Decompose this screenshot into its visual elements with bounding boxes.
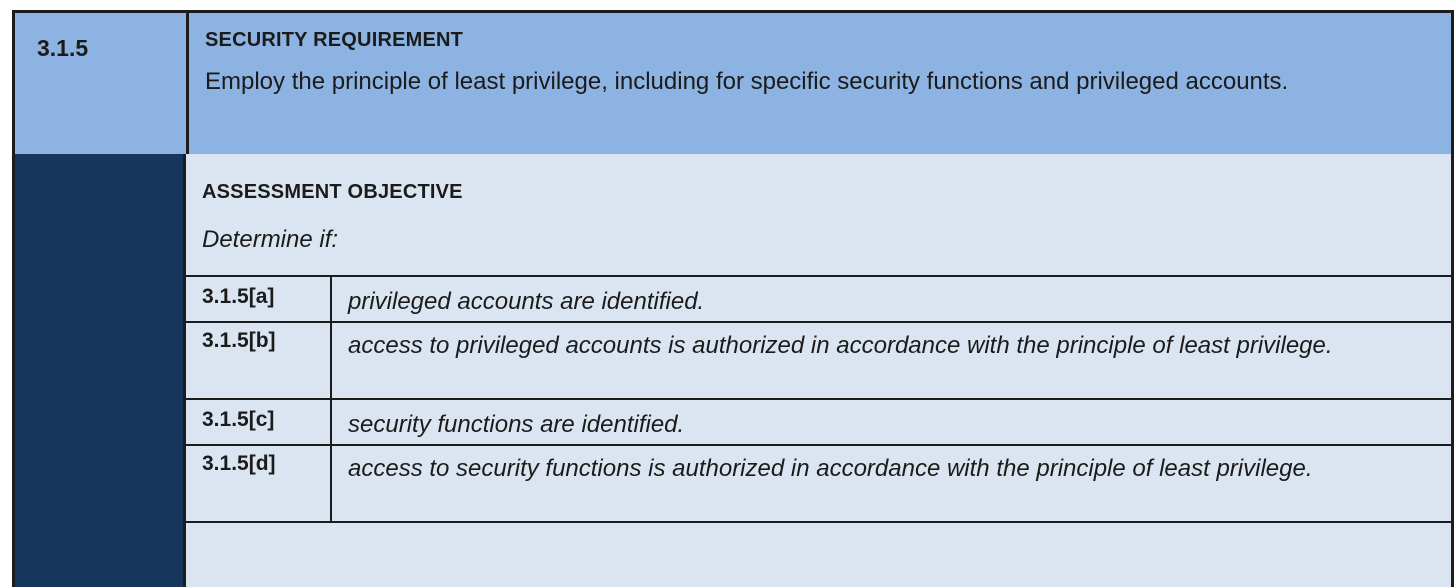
- control-id: 3.1.5: [15, 13, 189, 154]
- objective-row: [186, 446, 1451, 523]
- requirement-table: [12, 10, 1454, 587]
- objective-id: 3.1.5[b]: [186, 323, 332, 398]
- assessment-cell: [186, 154, 1451, 587]
- requirement-cell: [189, 13, 1451, 154]
- assessment-heading: ASSESSMENT OBJECTIVE: [202, 181, 463, 203]
- objective-row: [186, 323, 1451, 400]
- objective-text: privileged accounts are identified.: [348, 288, 705, 315]
- objective-text: access to security functions is authorized in accordance with the principle of least privilege.: [348, 455, 1313, 482]
- objective-id: 3.1.5[d]: [186, 446, 332, 521]
- assessment-row: [12, 154, 1454, 587]
- navy-sidebar-column: [15, 154, 186, 587]
- objective-id: 3.1.5[c]: [186, 400, 332, 444]
- requirement-text: Employ the principle of least privilege, including for specific security functions and privileged accounts.: [205, 68, 1289, 95]
- assessment-subheading: Determine if:: [202, 226, 339, 253]
- security-requirement-row: [12, 10, 1454, 157]
- requirement-heading: SECURITY REQUIREMENT: [205, 29, 464, 51]
- objective-row: [186, 400, 1451, 446]
- objective-text: access to privileged accounts is authorized in accordance with the principle of least privilege.: [348, 332, 1333, 359]
- objective-text: security functions are identified.: [348, 411, 685, 438]
- objectives-table: [186, 275, 1451, 523]
- objective-id: 3.1.5[a]: [186, 277, 332, 321]
- objective-row: [186, 277, 1451, 323]
